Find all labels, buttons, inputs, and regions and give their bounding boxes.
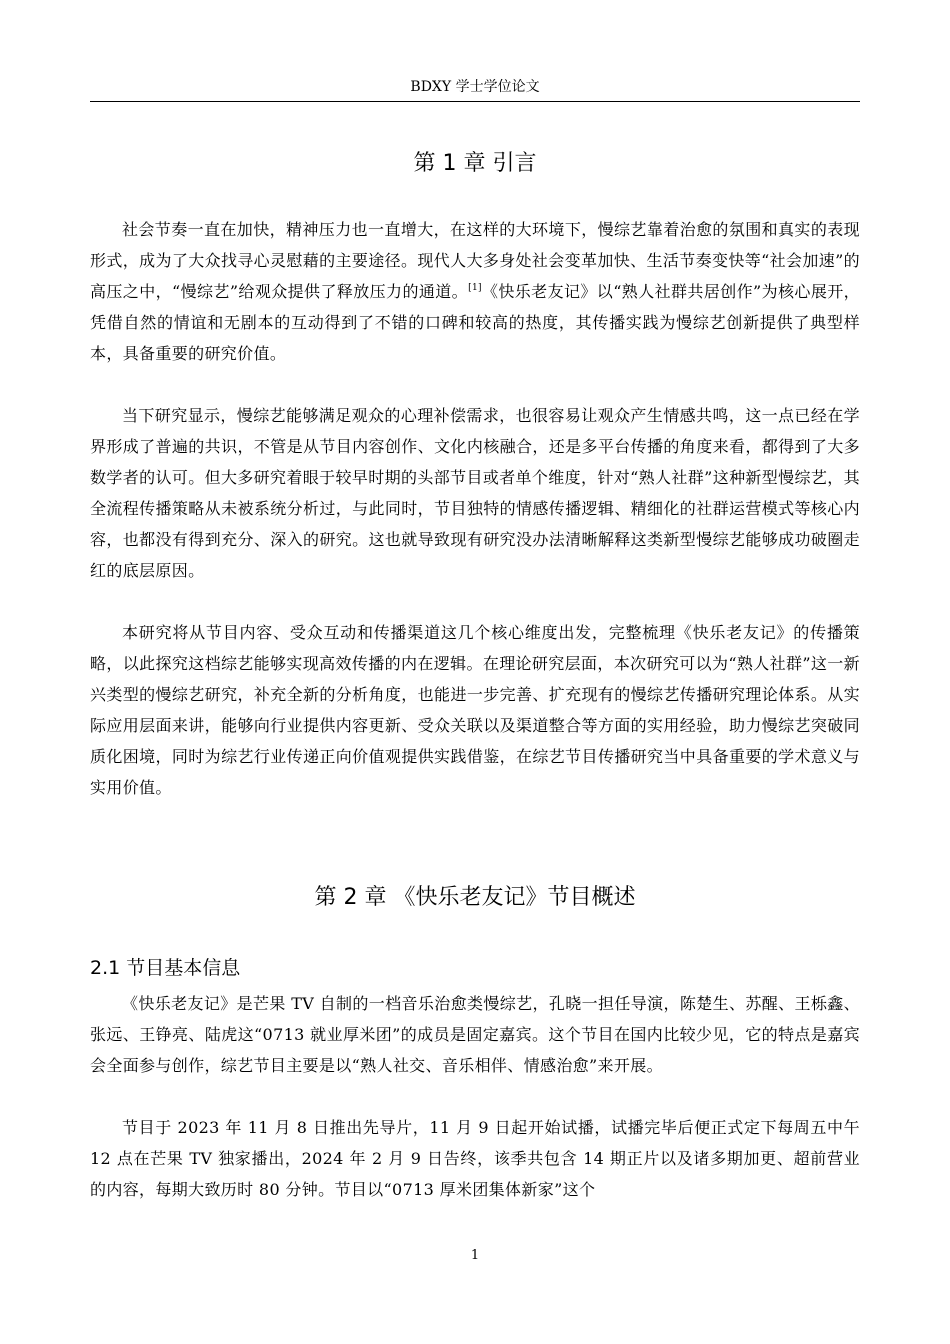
chapter-2-title: 第 2 章 《快乐老友记》节目概述 [314,885,636,910]
header-divider [90,101,860,102]
section-2-1-paragraph-1: 《快乐老友记》是芒果 TV 自制的一档音乐治愈类慢综艺，孔晓一担任导演，陈楚生、苏醒、王栎鑫、张远、王铮亮、陆虎这“0713 就业厚米团”的成员是固定嘉宾。这个节目在国内比较少见，它的特点是嘉宾会全面参与创作，综艺节目主要是以“熟人社交、音乐相伴、情感治愈”来开展。 [90,994,860,1075]
section-2-1-paragraph-2: 节目于 2023 年 11 月 8 日推出先导片，11 月 9 日起开始试播，试播完毕后便正式定下每周五中午 12 点在芒果 TV 独家播出，2024 年 2 月 9 日告终，该季共包含 14 期正片以及诸多期加更、超前营业的内容，每期大致历时 80 分钟。节目以“0713 厚米团集体新家”这个 [90,1118,860,1199]
page-number: 1 [470,1248,480,1263]
running-header: BDXY 学士学位论文 [410,79,540,95]
section-2-1-title: 2.1 节目基本信息 [90,957,241,979]
paragraph-text: 社会节奏一直在加快，精神压力也一直增大，在这样的大环境下，慢综艺靠着治愈的氛围和真实的表现形式，成为了大众找寻心灵慰藉的主要途径。现代人大多身处社会变革加快、生活节奏变快等“社会加速”的高压之中，“慢综艺”给观众提供了释放压力的通道。 [90,220,860,301]
paragraph-text: 《快乐老友记》以“熟人社群共居创作”为核心展开，凭借自然的情谊和无剧本的互动得到了不错的口碑和较高的热度，其传播实践为慢综艺创新提供了典型样本，具备重要的研究价值。 [90,282,860,363]
chapter-1-title: 第 1 章 引言 [413,151,537,176]
chapter-1-paragraph-2: 当下研究显示，慢综艺能够满足观众的心理补偿需求，也很容易让观众产生情感共鸣，这一点已经在学界形成了普遍的共识，不管是从节目内容创作、文化内核融合，还是多平台传播的角度来看，都得到了大多数学者的认可。但大多研究着眼于较早时期的头部节目或者单个维度，针对“熟人社群”这种新型慢综艺，其全流程传播策略从未被系统分析过，与此同时，节目独特的情感传播逻辑、精细化的社群运营模式等核心内容，也都没有得到充分、深入的研究。这也就导致现有研究没办法清晰解释这类新型慢综艺能够成功破圈走红的底层原因。 [90,406,860,580]
chapter-1-paragraph-3: 本研究将从节目内容、受众互动和传播渠道这几个核心维度出发，完整梳理《快乐老友记》的传播策略，以此探究这档综艺能够实现高效传播的内在逻辑。在理论研究层面，本次研究可以为“熟人社群”这一新兴类型的慢综艺研究，补充全新的分析角度，也能进一步完善、扩充现有的慢综艺传播研究理论体系。从实际应用层面来讲，能够向行业提供内容更新、受众关联以及渠道整合等方面的实用经验，助力慢综艺突破同质化困境，同时为综艺行业传递正向价值观提供实践借鉴，在综艺节目传播研究当中具备重要的学术意义与实用价值。 [90,623,860,797]
chapter-1-paragraph-1 [90,214,860,369]
citation-marker: [1] [468,283,482,293]
